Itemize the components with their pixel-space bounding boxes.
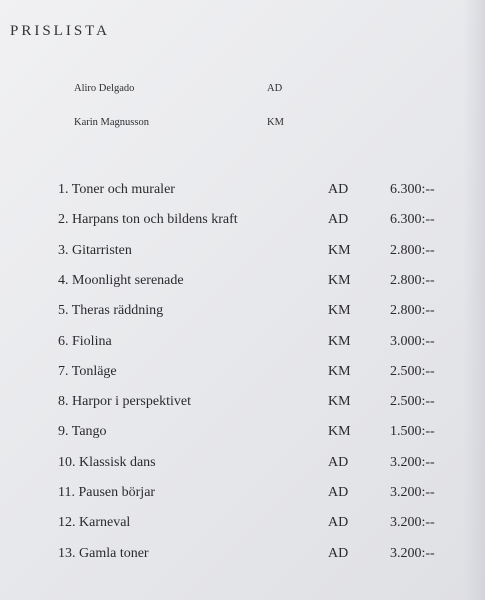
artwork-artist-code: KM xyxy=(328,242,351,258)
artwork-title: 11. Pausen börjar xyxy=(58,485,156,500)
artist-entry xyxy=(74,117,314,131)
artwork-price: 2.800:-- xyxy=(390,272,435,288)
artist-code: AD xyxy=(267,83,283,94)
artwork-title: 10. Klassisk dans xyxy=(58,454,156,470)
artwork-row xyxy=(58,455,458,475)
artwork-price: 2.500:-- xyxy=(390,394,435,410)
artwork-artist-code: AD xyxy=(328,454,349,470)
artwork-price: 3.200:-- xyxy=(390,485,435,500)
artwork-row xyxy=(58,364,458,384)
artwork-title: 2. Harpans ton och bildens kraft xyxy=(58,212,238,228)
artwork-title: 6. Fiolina xyxy=(58,333,112,349)
artwork-row xyxy=(58,546,458,566)
artwork-title: 8. Harpor i perspektivet xyxy=(58,394,191,410)
artwork-row xyxy=(58,212,458,232)
artwork-price: 3.200:-- xyxy=(390,515,435,531)
artwork-artist-code: KM xyxy=(328,363,351,379)
artwork-title: 4. Moonlight serenade xyxy=(58,272,184,288)
artwork-title: 3. Gitarristen xyxy=(58,242,132,258)
artwork-row xyxy=(58,182,458,202)
artwork-artist-code: AD xyxy=(328,545,349,561)
artwork-title: 13. Gamla toner xyxy=(58,545,149,561)
artwork-price: 2.800:-- xyxy=(390,242,435,258)
artwork-artist-code: KM xyxy=(328,424,351,440)
artwork-title: 5. Theras räddning xyxy=(58,303,164,319)
artwork-artist-code: KM xyxy=(328,333,351,349)
artwork-price: 3.200:-- xyxy=(390,454,435,470)
artist-name: Aliro Delgado xyxy=(74,83,135,94)
artwork-title: 9. Tango xyxy=(58,424,107,440)
artwork-row xyxy=(58,303,458,323)
artwork-artist-code: KM xyxy=(328,303,351,319)
artwork-title: 7. Tonläge xyxy=(58,363,117,379)
artwork-title: 12. Karneval xyxy=(58,515,131,531)
artwork-price: 2.500:-- xyxy=(390,363,435,379)
artwork-row xyxy=(58,273,458,293)
artist-code: KM xyxy=(267,117,284,128)
artwork-row xyxy=(58,334,458,354)
artwork-row xyxy=(58,515,458,535)
artwork-row xyxy=(58,424,458,444)
artwork-price: 1.500:-- xyxy=(390,424,435,440)
artwork-price: 3.200:-- xyxy=(390,545,435,561)
artwork-price: 2.800:-- xyxy=(390,303,435,319)
artwork-title: 1. Toner och muraler xyxy=(58,182,175,197)
artwork-row xyxy=(58,243,458,263)
artwork-artist-code: AD xyxy=(328,515,349,531)
page-title: PRISLISTA xyxy=(10,23,110,39)
artwork-artist-code: AD xyxy=(328,212,349,228)
artist-entry xyxy=(74,83,314,97)
artwork-artist-code: AD xyxy=(328,182,349,197)
artist-name: Karin Magnusson xyxy=(74,117,149,128)
artwork-artist-code: AD xyxy=(328,485,349,500)
artwork-price: 6.300:-- xyxy=(390,182,435,197)
artwork-artist-code: KM xyxy=(328,394,351,410)
artwork-artist-code: KM xyxy=(328,272,351,288)
artwork-row xyxy=(58,485,458,505)
artwork-price: 6.300:-- xyxy=(390,212,435,228)
artwork-price: 3.000:-- xyxy=(390,333,435,349)
artwork-row xyxy=(58,394,458,414)
